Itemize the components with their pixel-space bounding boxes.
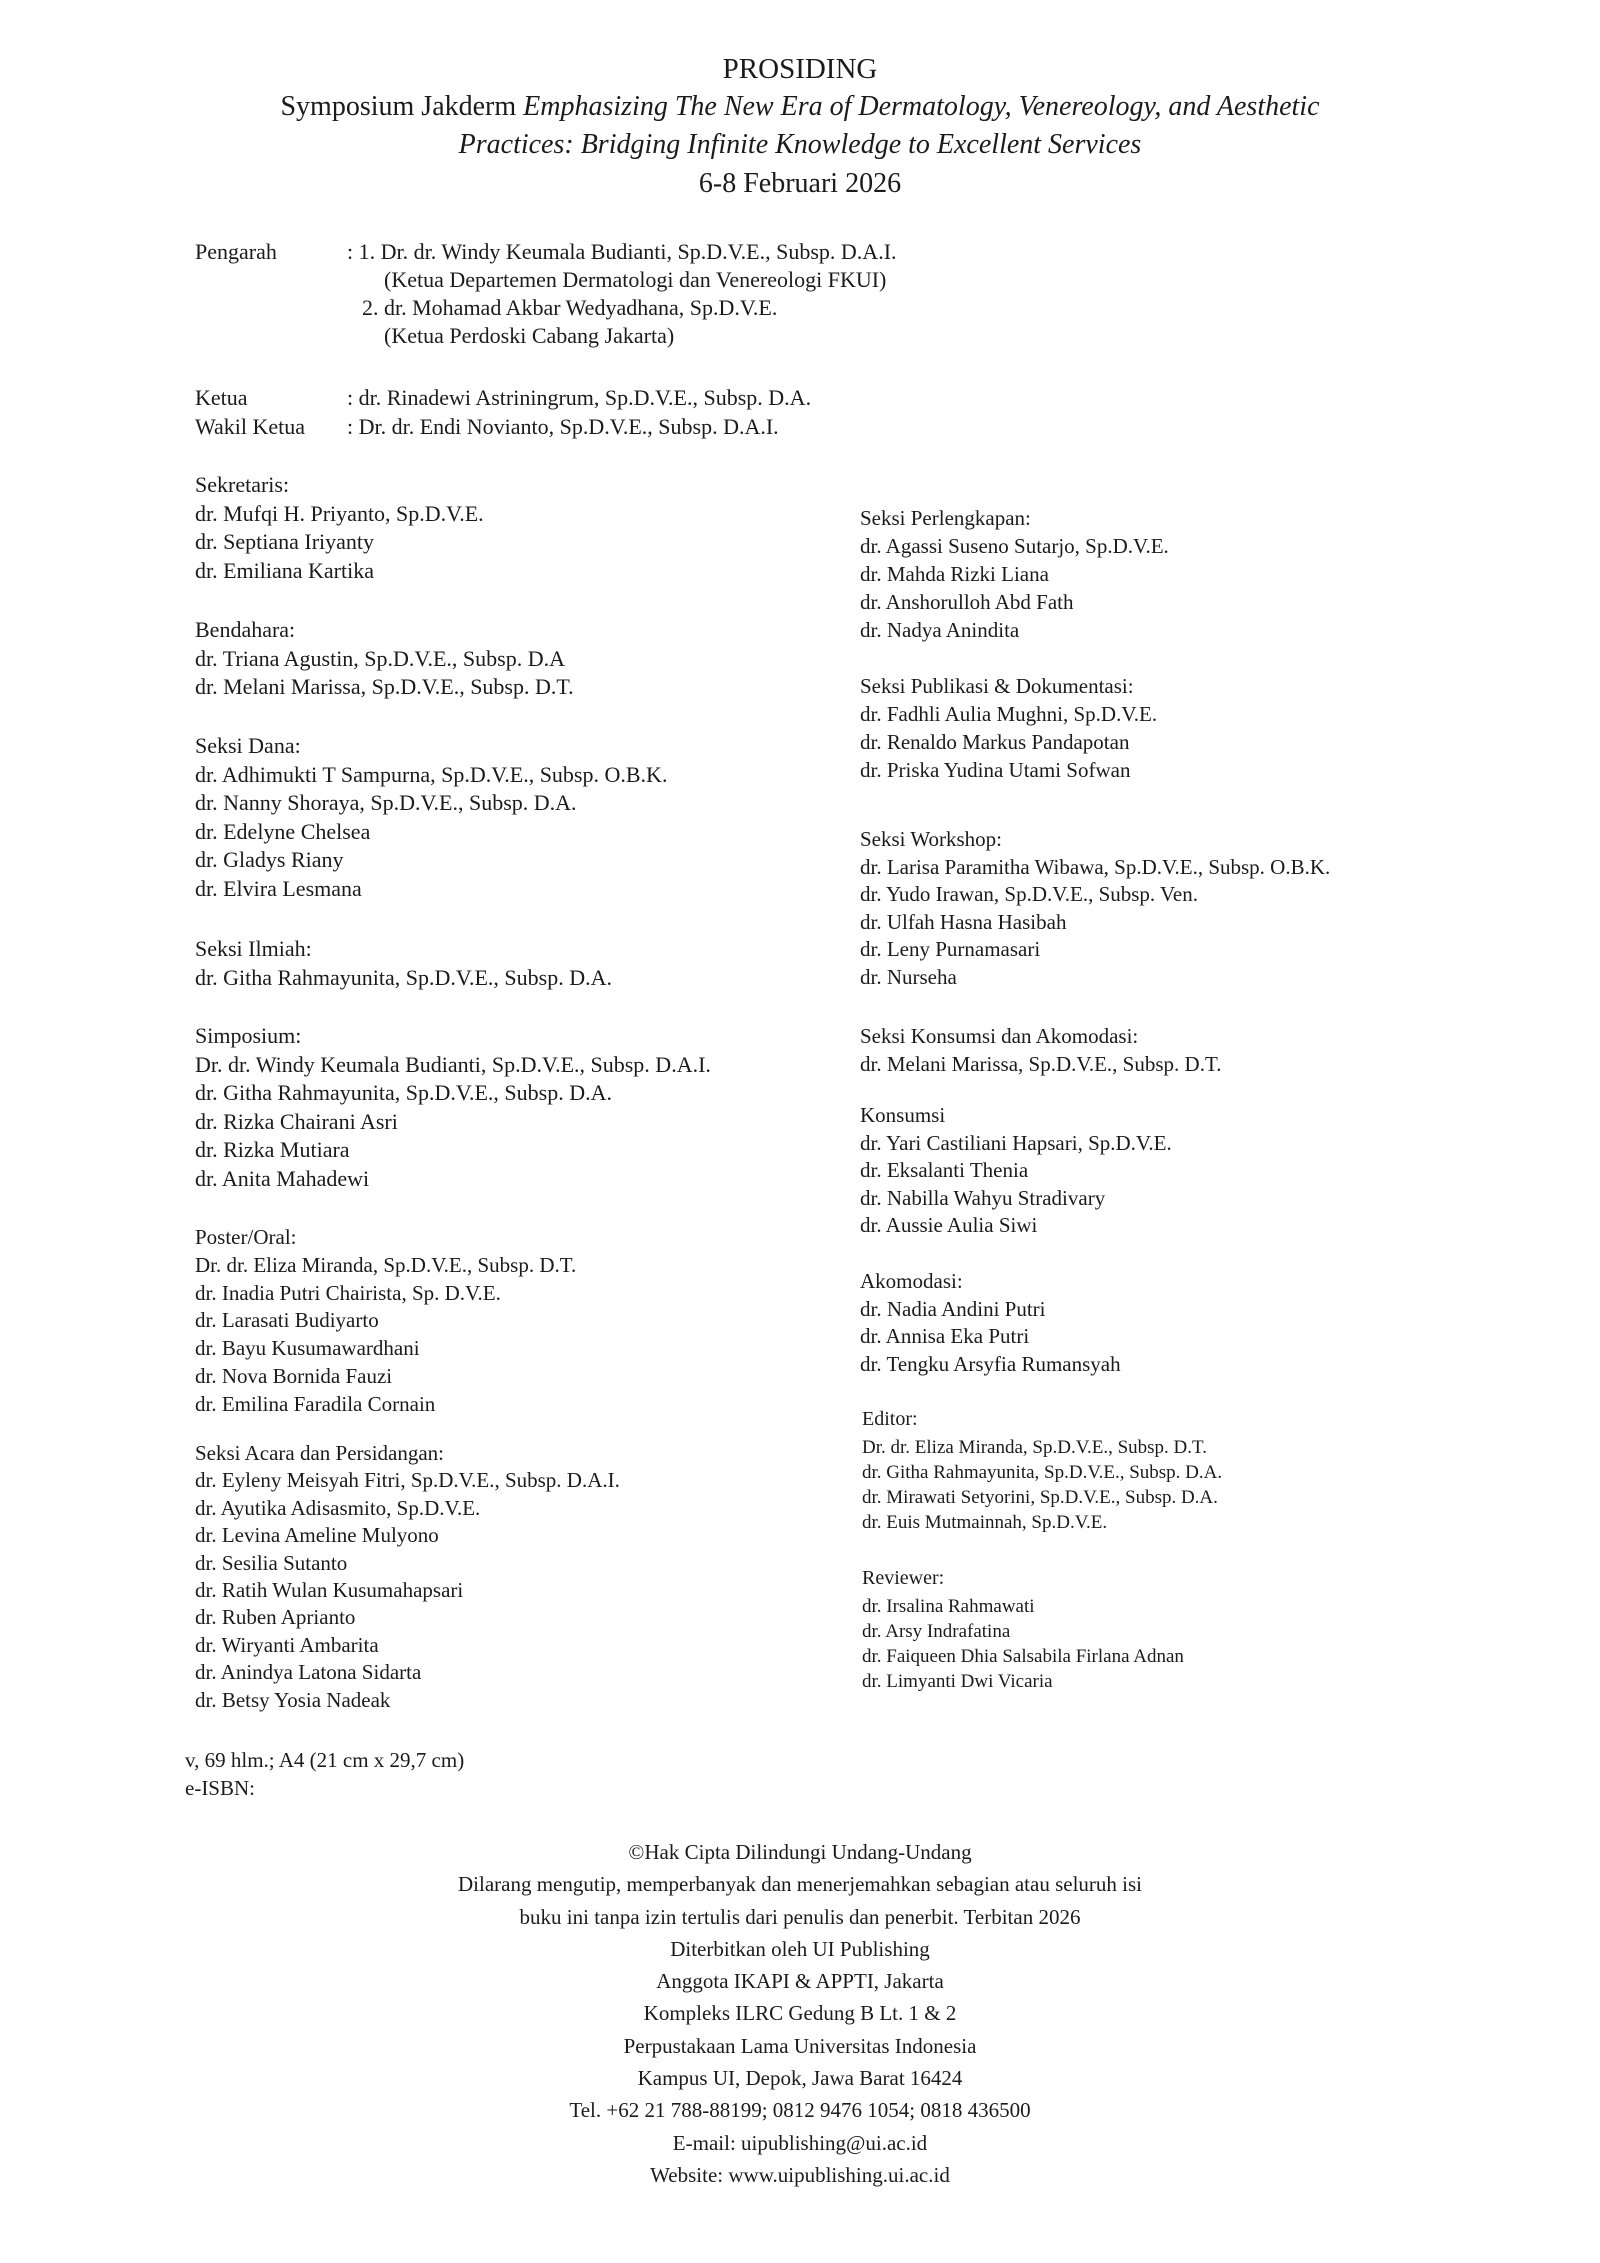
member: dr. Adhimukti T Sampurna, Sp.D.V.E., Subsp. O.B.K. bbox=[195, 761, 668, 787]
ketua-value: : dr. Rinadewi Astriningrum, Sp.D.V.E., Subsp. D.A. bbox=[347, 385, 812, 410]
section-heading: Seksi Publikasi & Dokumentasi: bbox=[860, 674, 1134, 698]
pengarah-line: 2. dr. Mohamad Akbar Wedyadhana, Sp.D.V.E. bbox=[362, 295, 778, 320]
member: dr. Elvira Lesmana bbox=[195, 875, 362, 901]
member: dr. Melani Marissa, Sp.D.V.E., Subsp. D.T. bbox=[860, 1052, 1222, 1076]
member: dr. Priska Yudina Utami Sofwan bbox=[860, 758, 1131, 782]
right-column bbox=[862, 1435, 1222, 1535]
member: dr. Nadia Andini Putri bbox=[860, 1296, 1046, 1321]
publisher-footer bbox=[0, 1836, 1600, 2191]
copyright-line: ©Hak Cipta Dilindungi Undang-Undang bbox=[628, 1840, 972, 1864]
document-title: PROSIDING bbox=[722, 53, 878, 85]
website-line: Website: www.uipublishing.ui.ac.id bbox=[650, 2162, 950, 2187]
section-heading: Poster/Oral: bbox=[195, 1225, 297, 1249]
member: dr. Githa Rahmayunita, Sp.D.V.E., Subsp. D.A. bbox=[195, 1080, 612, 1105]
section-editor bbox=[862, 1405, 918, 1433]
member: dr. Renaldo Markus Pandapotan bbox=[860, 730, 1130, 754]
member: dr. Euis Mutmainnah, Sp.D.V.E. bbox=[862, 1512, 1108, 1533]
left-column bbox=[195, 616, 574, 702]
footer-line: buku ini tanpa izin tertulis dari penulis dan penerbit. Terbitan 2026 bbox=[519, 1904, 1081, 1929]
footer-line: Kompleks ILRC Gedung B Lt. 1 & 2 bbox=[643, 2001, 957, 2026]
member: dr. Nova Bornida Fauzi bbox=[195, 1363, 393, 1388]
footer-line: Anggota IKAPI & APPTI, Jakarta bbox=[656, 1969, 944, 1994]
member: dr. Rizka Mutiara bbox=[195, 1137, 350, 1162]
wakil-ketua-value: : Dr. dr. Endi Novianto, Sp.D.V.E., Subsp. D.A.I. bbox=[347, 414, 779, 439]
section-editor-list bbox=[862, 1435, 1222, 1535]
section-heading: Akomodasi: bbox=[860, 1269, 963, 1293]
right-column bbox=[860, 672, 1157, 784]
member: dr. Anshorulloh Abd Fath bbox=[860, 590, 1074, 614]
section-heading: Seksi Ilmiah: bbox=[195, 936, 312, 961]
pengarah-line: (Ketua Perdoski Cabang Jakarta) bbox=[384, 323, 675, 348]
section-heading: Konsumsi bbox=[860, 1103, 946, 1127]
isbn: e-ISBN: bbox=[185, 1776, 255, 1800]
section-workshop bbox=[860, 826, 1330, 992]
section-acara-persidangan bbox=[195, 1440, 620, 1714]
member: dr. Annisa Eka Putri bbox=[860, 1324, 1030, 1349]
right-column bbox=[862, 1405, 918, 1433]
footer-line: Kampus UI, Depok, Jawa Barat 16424 bbox=[637, 2066, 963, 2091]
right-column bbox=[860, 1022, 1221, 1078]
footer-line: Dilarang mengutip, memperbanyak dan menerjemahkan sebagian atau seluruh isi bbox=[457, 1872, 1143, 1897]
member: dr. Eksalanti Thenia bbox=[860, 1158, 1029, 1183]
book-meta bbox=[185, 1746, 464, 1802]
symposium-line bbox=[0, 88, 1600, 126]
member: dr. Mahda Rizki Liana bbox=[860, 562, 1049, 586]
section-perlengkapan bbox=[860, 504, 1169, 644]
section-bendahara bbox=[195, 616, 574, 702]
member: dr. Wiryanti Ambarita bbox=[195, 1632, 379, 1657]
member: dr. Rizka Chairani Asri bbox=[195, 1108, 398, 1134]
event-date: 6-8 Februari 2026 bbox=[698, 168, 902, 199]
member: dr. Nurseha bbox=[860, 964, 957, 989]
member: dr. Betsy Yosia Nadeak bbox=[195, 1687, 391, 1712]
section-heading: Seksi Workshop: bbox=[860, 827, 1003, 851]
section-simposium bbox=[195, 1022, 711, 1193]
phone-line: Tel. +62 21 788-88199; 0812 9476 1054; 0818 436500 bbox=[569, 2098, 1031, 2123]
left-column bbox=[195, 935, 612, 992]
pengarah-line: : 1. Dr. dr. Windy Keumala Budianti, Sp.D.V.E., Subsp. D.A.I. bbox=[347, 239, 897, 264]
member: dr. Mufqi H. Priyanto, Sp.D.V.E. bbox=[195, 500, 484, 526]
section-ilmiah bbox=[195, 935, 612, 992]
member: dr. Nabilla Wahyu Stradivary bbox=[860, 1185, 1106, 1210]
symposium-name: Symposium Jakderm bbox=[280, 91, 524, 122]
member: dr. Githa Rahmayunita, Sp.D.V.E., Subsp. D.A. bbox=[862, 1462, 1223, 1483]
section-heading: Sekretaris: bbox=[195, 472, 290, 497]
section-heading: Seksi Dana: bbox=[195, 733, 301, 758]
left-column bbox=[195, 1224, 576, 1419]
page-info: v, 69 hlm.; A4 (21 cm x 29,7 cm) bbox=[185, 1748, 465, 1772]
member: dr. Gladys Riany bbox=[195, 847, 344, 872]
member: dr. Ayutika Adisasmito, Sp.D.V.E. bbox=[195, 1495, 481, 1520]
member: dr. Edelyne Chelsea bbox=[195, 818, 371, 844]
member: dr. Irsalina Rahmawati bbox=[862, 1596, 1035, 1617]
theme-line-2-text: Practices: Bridging Infinite Knowledge to Excellent Services bbox=[458, 129, 1142, 160]
section-heading: Editor: bbox=[862, 1408, 918, 1430]
right-column bbox=[860, 504, 1169, 644]
member: Dr. dr. Eliza Miranda, Sp.D.V.E., Subsp. D.T. bbox=[862, 1437, 1207, 1458]
section-sekretaris bbox=[195, 471, 484, 585]
member: dr. Yari Castiliani Hapsari, Sp.D.V.E. bbox=[860, 1130, 1172, 1155]
right-column bbox=[862, 1564, 944, 1592]
section-heading: Bendahara: bbox=[195, 617, 296, 642]
ketua-label: Ketua bbox=[195, 385, 248, 410]
member: Dr. dr. Windy Keumala Budianti, Sp.D.V.E., Subsp. D.A.I. bbox=[195, 1051, 711, 1077]
member: dr. Anita Mahadewi bbox=[195, 1165, 370, 1191]
member: dr. Sesilia Sutanto bbox=[195, 1550, 348, 1575]
right-column bbox=[860, 1268, 1121, 1378]
member: dr. Leny Purnamasari bbox=[860, 937, 1041, 962]
pengarah-label: Pengarah bbox=[195, 239, 277, 264]
ketua-row bbox=[0, 384, 1600, 412]
right-column bbox=[860, 826, 1330, 992]
wakil-ketua-row bbox=[0, 413, 1600, 441]
section-akomodasi bbox=[860, 1268, 1121, 1378]
section-konsumsi-akomodasi bbox=[860, 1022, 1221, 1078]
member: dr. Nadya Anindita bbox=[860, 618, 1020, 642]
member: dr. Agassi Suseno Sutarjo, Sp.D.V.E. bbox=[860, 534, 1169, 558]
footer-line: Diterbitkan oleh UI Publishing bbox=[670, 1936, 930, 1961]
member: dr. Levina Ameline Mulyono bbox=[195, 1523, 439, 1548]
member: dr. Ratih Wulan Kusumahapsari bbox=[195, 1578, 464, 1603]
member: dr. Bayu Kusumawardhani bbox=[195, 1336, 420, 1361]
member: dr. Melani Marissa, Sp.D.V.E., Subsp. D.T. bbox=[195, 674, 574, 699]
section-konsumsi bbox=[860, 1102, 1172, 1240]
wakil-ketua-label: Wakil Ketua bbox=[195, 414, 306, 439]
footer-line: Perpustakaan Lama Universitas Indonesia bbox=[623, 2033, 977, 2058]
member: dr. Emilina Faradila Cornain bbox=[195, 1391, 436, 1416]
member: dr. Arsy Indrafatina bbox=[862, 1621, 1011, 1642]
email-line: E-mail: uipublishing@ui.ac.id bbox=[672, 2130, 928, 2155]
member: dr. Larisa Paramitha Wibawa, Sp.D.V.E., Subsp. O.B.K. bbox=[860, 854, 1331, 879]
member: dr. Faiqueen Dhia Salsabila Firlana Adnan bbox=[862, 1646, 1184, 1667]
title-block bbox=[0, 50, 1600, 204]
section-reviewer bbox=[862, 1564, 944, 1592]
section-heading: Simposium: bbox=[195, 1023, 302, 1048]
right-column bbox=[862, 1594, 1184, 1694]
right-column bbox=[860, 1102, 1172, 1240]
member: dr. Septiana Iriyanty bbox=[195, 529, 375, 554]
member: dr. Larasati Budiyarto bbox=[195, 1308, 379, 1333]
left-column bbox=[195, 732, 667, 903]
section-heading: Seksi Acara dan Persidangan: bbox=[195, 1441, 445, 1465]
section-poster-oral bbox=[195, 1224, 576, 1419]
member: dr. Fadhli Aulia Mughni, Sp.D.V.E. bbox=[860, 702, 1158, 726]
member: dr. Triana Agustin, Sp.D.V.E., Subsp. D.A bbox=[195, 645, 565, 671]
member: dr. Aussie Aulia Siwi bbox=[860, 1213, 1038, 1238]
member: dr. Githa Rahmayunita, Sp.D.V.E., Subsp. D.A. bbox=[195, 964, 612, 990]
section-publikasi bbox=[860, 672, 1157, 784]
pengarah-line: (Ketua Departemen Dermatologi dan Venereologi FKUI) bbox=[384, 267, 887, 292]
member: dr. Limyanti Dwi Vicaria bbox=[862, 1671, 1053, 1692]
left-column bbox=[195, 1440, 620, 1714]
member: dr. Yudo Irawan, Sp.D.V.E., Subsp. Ven. bbox=[860, 882, 1198, 907]
left-column bbox=[195, 1022, 711, 1193]
theme-line-2 bbox=[0, 126, 1600, 164]
member: dr. Anindya Latona Sidarta bbox=[195, 1660, 422, 1685]
section-dana bbox=[195, 732, 667, 903]
member: dr. Inadia Putri Chairista, Sp. D.V.E. bbox=[195, 1280, 501, 1305]
left-column bbox=[195, 471, 484, 585]
theme-line-1: Emphasizing The New Era of Dermatology, Venereology, and Aesthetic bbox=[523, 91, 1320, 122]
member: dr. Eyleny Meisyah Fitri, Sp.D.V.E., Subsp. D.A.I. bbox=[195, 1468, 620, 1493]
section-reviewer-list bbox=[862, 1594, 1184, 1694]
section-heading: Seksi Konsumsi dan Akomodasi: bbox=[860, 1024, 1139, 1048]
member: Dr. dr. Eliza Miranda, Sp.D.V.E., Subsp. D.T. bbox=[195, 1252, 577, 1277]
member: dr. Ruben Aprianto bbox=[195, 1605, 356, 1630]
member: dr. Nanny Shoraya, Sp.D.V.E., Subsp. D.A. bbox=[195, 790, 577, 815]
member: dr. Ulfah Hasna Hasibah bbox=[860, 909, 1067, 934]
section-heading: Seksi Perlengkapan: bbox=[860, 506, 1031, 530]
member: dr. Mirawati Setyorini, Sp.D.V.E., Subsp. D.A. bbox=[862, 1487, 1218, 1508]
pengarah-row bbox=[0, 238, 1600, 358]
member: dr. Emiliana Kartika bbox=[195, 557, 374, 583]
section-heading: Reviewer: bbox=[862, 1567, 945, 1589]
member: dr. Tengku Arsyfia Rumansyah bbox=[860, 1351, 1121, 1376]
